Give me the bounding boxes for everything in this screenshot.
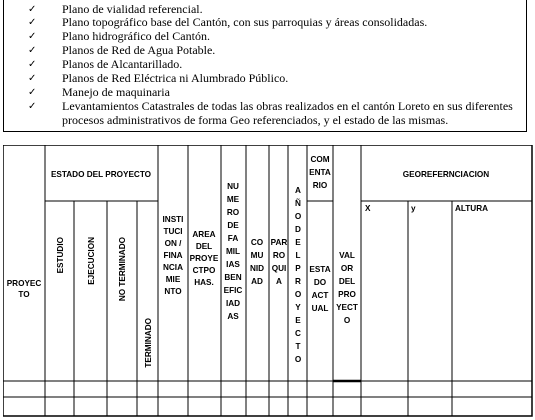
document-list: ✓ Plano de vialidad referencial. ✓ Plano topográfico base del Cantón, con sus parroquias y áreas consolidadas. ✓ Plano hidrográfico del Cantón. ✓ Planos de Red de Agua Potable. ✓ Planos de Alcantarillado. ✓ Planos de Red Eléctrica ni Alumbrado Público. ✓ Manejo de maquinaria ✓ Levantamientos Catastrales de todas las obras realizados en el cantón Loreto en sus diferentes procesos administrativos de forma Geo referenciados, y el estado de las mismas. (3, 0, 527, 132)
header-ejecucion: EJECUCION (87, 237, 96, 285)
svg-text:A: A (295, 186, 301, 195)
svg-text:MIE: MIE (165, 275, 181, 284)
check-icon: ✓ (28, 4, 37, 15)
svg-text:MU: MU (250, 251, 264, 260)
svg-text:ENTA: ENTA (309, 168, 331, 177)
svg-text:MIL: MIL (225, 247, 241, 256)
header-estudio: ESTUDIO (56, 237, 65, 274)
header-valor-del-proyecto (336, 251, 358, 325)
svg-text:FA: FA (227, 234, 239, 243)
header-proyecto: TO (18, 290, 30, 299)
svg-text:HAS.: HAS. (194, 278, 214, 287)
svg-text:VAL: VAL (339, 251, 355, 260)
svg-text:A: A (276, 277, 282, 286)
svg-text:O: O (294, 290, 302, 299)
check-icon: ✓ (28, 87, 37, 98)
header-y: y (411, 204, 416, 213)
svg-text:IAS: IAS (226, 260, 240, 269)
table-grid (3, 145, 532, 416)
header-georeferenciacion: GEOREFERNCIACION (402, 170, 490, 179)
svg-text:DO: DO (313, 278, 327, 287)
svg-text:INSTI: INSTI (162, 215, 184, 224)
svg-text:EFIC: EFIC (223, 286, 243, 295)
svg-text:RO: RO (226, 208, 240, 217)
svg-text:Ñ: Ñ (295, 199, 301, 208)
svg-text:O: O (343, 316, 351, 325)
svg-text:CTPO: CTPO (192, 266, 216, 275)
svg-text:OR: OR (340, 264, 354, 273)
svg-text:PAR: PAR (270, 238, 288, 247)
header-area-del-proyecto (190, 230, 219, 287)
header-parroquia (271, 238, 288, 286)
svg-text:PRO: PRO (338, 290, 356, 299)
svg-text:NTO: NTO (164, 287, 182, 296)
svg-text:NU: NU (227, 182, 239, 191)
svg-text:ESTA: ESTA (309, 265, 331, 274)
check-icon: ✓ (28, 59, 37, 70)
svg-text:P: P (295, 264, 301, 273)
svg-text:ON /: ON / (164, 239, 182, 248)
svg-text:PROYE: PROYE (189, 254, 219, 263)
check-icon: ✓ (28, 31, 37, 42)
svg-text:Y: Y (295, 303, 301, 312)
svg-text:COM: COM (310, 155, 330, 164)
svg-text:NCIA: NCIA (162, 263, 184, 272)
svg-text:ACT: ACT (311, 291, 329, 300)
header-comentario (309, 155, 331, 190)
svg-text:RIO: RIO (312, 181, 328, 190)
svg-text:D: D (295, 225, 301, 234)
check-icon: ✓ (28, 101, 37, 112)
svg-text:QUI: QUI (271, 264, 287, 273)
header-estado-actual (309, 265, 330, 313)
svg-text:E: E (295, 238, 301, 247)
svg-text:O: O (294, 212, 302, 221)
header-proyecto: PROYEC (6, 279, 42, 288)
svg-text:DEL: DEL (195, 242, 213, 251)
check-icon: ✓ (28, 17, 37, 28)
svg-text:ME: ME (226, 195, 240, 204)
header-comunidad (250, 238, 264, 286)
svg-text:DE: DE (227, 221, 239, 230)
svg-text:AS: AS (227, 312, 239, 321)
svg-text:T: T (295, 342, 301, 351)
header-altura: ALTURA (455, 204, 489, 213)
svg-text:NID: NID (249, 264, 265, 273)
svg-text:RO: RO (272, 251, 286, 260)
svg-text:O: O (294, 355, 302, 364)
svg-text:FINA: FINA (163, 251, 183, 260)
svg-text:AD: AD (251, 277, 263, 286)
project-table (3, 145, 533, 417)
svg-text:L: L (295, 251, 301, 260)
header-terminado: TERMINADO (144, 318, 153, 368)
svg-text:C: C (295, 329, 301, 338)
check-icon: ✓ (28, 45, 37, 56)
header-no-terminado: NO TERMINADO (118, 237, 127, 302)
svg-text:E: E (295, 316, 301, 325)
svg-text:IAD: IAD (225, 299, 241, 308)
svg-text:CO: CO (250, 238, 264, 247)
header-institucion-financiamiento (163, 215, 184, 296)
svg-text:YECT: YECT (336, 303, 358, 312)
header-estado-del-proyecto: ESTADO DEL PROYECTO (50, 170, 152, 179)
svg-text:TUCI: TUCI (163, 227, 183, 236)
svg-text:R: R (295, 277, 301, 286)
check-icon: ✓ (28, 73, 37, 84)
svg-text:UAL: UAL (311, 304, 329, 313)
svg-text:DEL: DEL (338, 277, 356, 286)
header-x: X (365, 204, 371, 213)
svg-text:BEN: BEN (224, 273, 242, 282)
header-anio-del-proyecto (295, 186, 302, 364)
svg-text:AREA: AREA (192, 230, 216, 239)
header-numero-de-familias (224, 182, 243, 321)
